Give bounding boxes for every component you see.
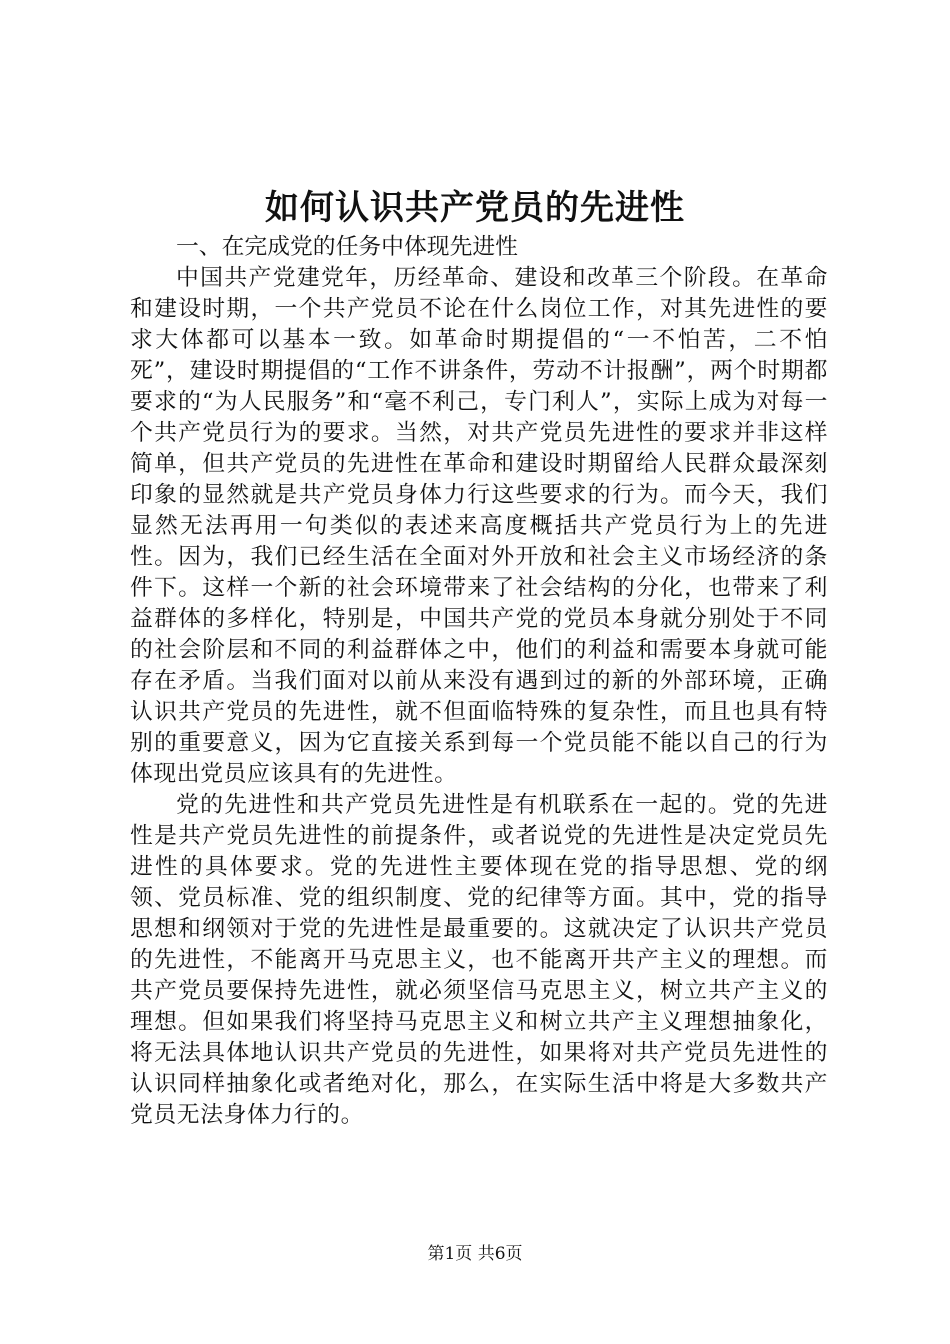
page-number-footer: 第1页 共6页	[427, 1244, 523, 1264]
body-paragraph-2: 党的先进性和共产党员先进性是有机联系在一起的。党的先进性是共产党员先进性的前提条件，或者说党的先进性是决定党员先进性的具体要求。党的先进性主要体现在党的指导思想、党的纲领、党员标准、党的组织制度、党的纪律等方面。其中，党的指导思想和纲领对于党的先进性是最重要的。这就决定了认识共产党员的先进性，不能离开马克思主义，也不能离开共产主义的理想。而共产党员要保持先进性，就必须坚信马克思主义，树立共产主义的理想。但如果我们将坚持马克思主义和树立共产主义理想抽象化，将无法具体地认识共产党员的先进性，如果将对共产党员先进性的认识同样抽象化或者绝对化，那么，在实际生活中将是大多数共产党员无法身体力行的。	[130, 792, 828, 1128]
document-body	[130, 232, 828, 1131]
section-heading: 一、在完成党的任务中体现先进性	[176, 234, 518, 260]
body-paragraph-1: 中国共产党建党年，历经革命、建设和改革三个阶段。在革命和建设时期，一个共产党员不论在什么岗位工作，对其先进性的要求大体都可以基本一致。如革命时期提倡的“一不怕苦，二不怕死”，建设时期提倡的“工作不讲条件，劳动不计报酬”，两个时期都要求的“为人民服务”和“毫不利己，专门利人”，实际上成为对每一个共产党员行为的要求。当然，对共产党员先进性的要求并非这样简单，但共产党员的先进性在革命和建设时期留给人民群众最深刻印象的显然就是共产党员身体力行这些要求的行为。而今天，我们显然无法再用一句类似的表述来高度概括共产党员行为上的先进性。因为，我们已经生活在全面对外开放和社会主义市场经济的条件下。这样一个新的社会环境带来了社会结构的分化，也带来了利益群体的多样化，特别是，中国共产党的党员本身就分别处于不同的社会阶层和不同的利益群体之中，他们的利益和需要本身就可能存在矛盾。当我们面对以前从来没有遇到过的新的外部环境，正确认识共产党员的先进性，就不但面临特殊的复杂性，而且也具有特别的重要意义，因为它直接关系到每一个党员能不能以自己的行为体现出党员应该具有的先进性。	[130, 265, 828, 787]
document-title: 如何认识共产党员的先进性	[265, 188, 685, 228]
